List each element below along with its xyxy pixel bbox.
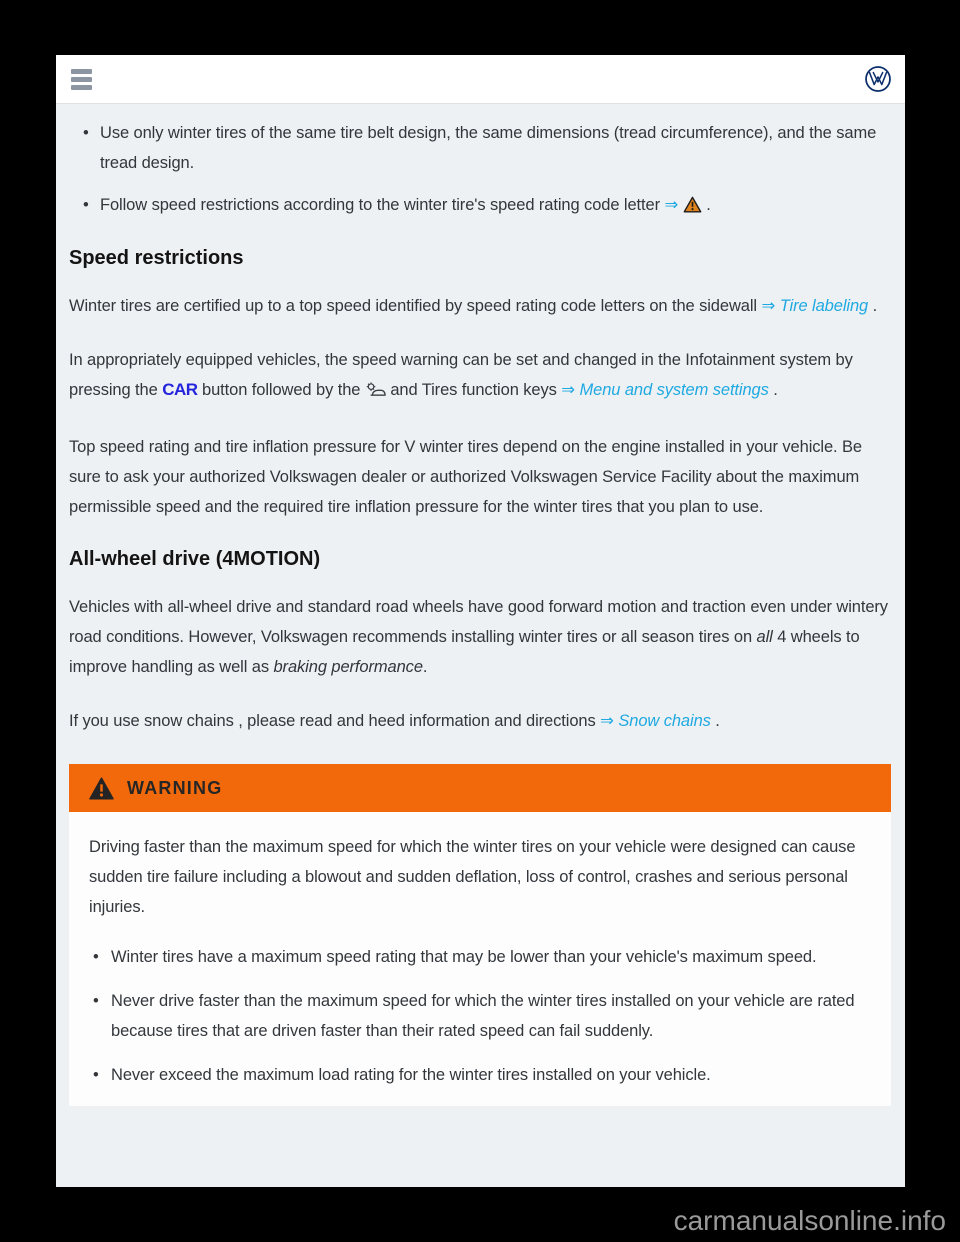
xref-arrow: ⇒ bbox=[600, 711, 614, 730]
top-bar bbox=[56, 55, 905, 104]
warning-triangle-icon bbox=[89, 777, 114, 800]
menu-button[interactable] bbox=[69, 67, 94, 92]
paragraph bbox=[69, 291, 891, 321]
emphasis-text: all bbox=[756, 628, 773, 646]
sentence-period: . bbox=[773, 381, 778, 399]
xref-link-snow-chains[interactable]: Snow chains bbox=[618, 712, 711, 730]
bullet-item: • Never exceed the maximum load rating for the winter tires installed on your vehicle. bbox=[89, 1060, 871, 1090]
section-title-speed-restrictions: Speed restrictions bbox=[69, 247, 244, 269]
manual-page bbox=[56, 55, 905, 1187]
warning-title: WARNING bbox=[127, 778, 223, 798]
page-content bbox=[56, 104, 905, 1106]
hamburger-icon bbox=[71, 69, 92, 74]
paragraph-text: If you use snow chains , please read and heed information and directions bbox=[69, 712, 596, 730]
paragraph bbox=[69, 592, 891, 682]
intro-bullet-list bbox=[69, 118, 891, 223]
xref-arrow: ⇒ bbox=[664, 195, 679, 214]
vw-logo-icon bbox=[864, 65, 892, 93]
section-title-all-wheel-drive: All-wheel drive (4MOTION) bbox=[69, 548, 321, 570]
bullet-text: Follow speed restrictions according to the winter tire's speed rating code letter bbox=[100, 196, 660, 214]
car-settings-icon bbox=[365, 378, 386, 408]
sentence-period: . bbox=[872, 297, 878, 315]
xref-link-tire-labeling[interactable]: Tire labeling bbox=[779, 297, 869, 315]
warning-bullet-list bbox=[89, 942, 871, 1090]
paragraph: Top speed rating and tire inflation pressure for V winter tires depend on the engine installed in your vehicle. Be sure to ask your authorized Volkswagen dealer or authorized Volkswagen Service Facility about the maximum permissible speed and the required tire inflation pressure for the winter tires that you plan to use. bbox=[69, 438, 863, 516]
warning-banner bbox=[69, 764, 891, 812]
paragraph-text: Winter tires are certified up to a top speed identified by speed rating code letters on the sidewall bbox=[69, 297, 757, 315]
bullet-text: Use only winter tires of the same tire belt design, the same dimensions (tread circumference), and the same tread design. bbox=[100, 124, 877, 172]
paragraph-text: Vehicles with all-wheel drive and standard road wheels have good forward motion and traction even under wintery road conditions. However, Volkswagen recommends installing winter tires or all season tires on bbox=[69, 598, 888, 646]
paragraph-text: In appropriately equipped vehicles, the speed warning can be set and changed in the Infotainment system by pressing the bbox=[69, 351, 853, 399]
sentence-period: . bbox=[422, 658, 428, 676]
watermark: carmanualsonline.info bbox=[673, 1205, 946, 1236]
bullet-item bbox=[69, 118, 891, 178]
paragraph-text: button followed by the bbox=[202, 381, 361, 399]
paragraph bbox=[69, 706, 891, 736]
bullet-item: • Never drive faster than the maximum speed for which the winter tires installed on your vehicle are rated because tires that are driven faster than their rated speed can fail suddenly. bbox=[89, 986, 871, 1046]
xref-link-menu-settings[interactable]: Menu and system settings bbox=[579, 381, 769, 399]
paragraph-text: 4 wheels to improve handling as well as bbox=[69, 628, 860, 676]
xref-arrow: ⇒ bbox=[561, 380, 576, 399]
bullet-item: • Winter tires have a maximum speed rating that may be lower than your vehicle's maximum speed. bbox=[89, 942, 871, 972]
paragraph-text: and Tires function keys bbox=[390, 381, 557, 399]
sentence-period: . bbox=[706, 196, 711, 214]
car-button-label: CAR bbox=[162, 380, 198, 399]
warning-triangle-icon bbox=[683, 193, 702, 223]
paragraph bbox=[69, 345, 891, 408]
bullet-item bbox=[69, 190, 891, 223]
xref-arrow: ⇒ bbox=[761, 296, 776, 315]
warning-intro: Driving faster than the maximum speed for which the winter tires on your vehicle were designed can cause sudden tire failure including a blowout and sudden deflation, loss of control, crashes and serious personal injuries. bbox=[89, 838, 856, 916]
warning-box bbox=[69, 812, 891, 1106]
emphasis-text: braking performance bbox=[273, 658, 423, 676]
sentence-period: . bbox=[715, 712, 720, 730]
